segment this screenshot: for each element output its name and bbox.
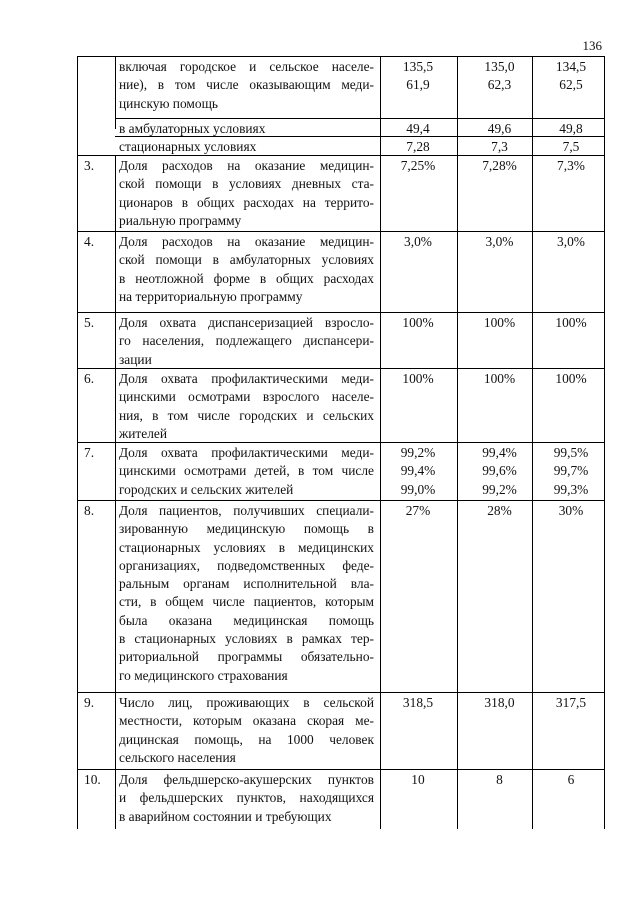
indicator-line: и фельдшерских пунктов, находящихся bbox=[119, 790, 374, 806]
indicator-text bbox=[119, 138, 374, 156]
row-number: 7. bbox=[84, 445, 95, 460]
value-line: 7,3 bbox=[491, 139, 508, 154]
indicator-line: включая городское и сельское населе- bbox=[119, 59, 374, 74]
indicator-line: риториальной программы обязательно- bbox=[119, 649, 374, 665]
indicator-line: Доля охвата профилактическими меди- bbox=[119, 371, 374, 386]
row-number: 9. bbox=[84, 695, 95, 710]
value-line: 99,7% bbox=[553, 463, 589, 479]
indicator-line: Число лиц, проживающих в сельской bbox=[119, 695, 374, 710]
value-line: 99,4% bbox=[482, 445, 517, 460]
value-year-2 bbox=[462, 771, 537, 789]
value-year-3 bbox=[538, 502, 604, 520]
row-number: 5. bbox=[84, 315, 95, 330]
value-year-2 bbox=[462, 314, 537, 332]
value-line: 49,6 bbox=[487, 121, 512, 136]
value-line: 100% bbox=[555, 371, 587, 386]
indicator-line: Доля охвата диспансеризацией взросло- bbox=[119, 315, 374, 330]
indicator-line: в амбулаторных условиях bbox=[119, 121, 266, 136]
row-divider bbox=[77, 769, 605, 770]
indicator-line: зации bbox=[119, 351, 152, 367]
row-divider bbox=[77, 500, 605, 501]
table-row bbox=[77, 694, 605, 769]
value-line: 28% bbox=[487, 503, 512, 518]
value-year-2 bbox=[462, 157, 537, 175]
value-year-1 bbox=[381, 502, 455, 520]
value-line: 7,25% bbox=[400, 158, 436, 173]
value-line: 27% bbox=[405, 503, 431, 518]
value-line: 99,6% bbox=[482, 463, 517, 479]
value-year-1 bbox=[381, 314, 455, 332]
value-line: 7,28% bbox=[482, 158, 517, 173]
row-number: 8. bbox=[84, 503, 95, 518]
table-row bbox=[77, 771, 605, 829]
indicator-line: цинскими осмотрами детей, в том числе bbox=[119, 463, 374, 479]
indicator-line: Доля расходов на оказание медицин- bbox=[119, 234, 374, 249]
row-number: 10. bbox=[84, 772, 101, 787]
value-line: 100% bbox=[555, 315, 587, 330]
value-year-3 bbox=[538, 138, 604, 156]
value-year-3 bbox=[538, 370, 604, 388]
value-year-1 bbox=[381, 120, 455, 138]
table-row bbox=[77, 444, 605, 500]
indicator-line: жителей bbox=[119, 425, 168, 441]
indicator-line: Доля охвата профилактическими меди- bbox=[119, 445, 374, 460]
value-line: 30% bbox=[558, 503, 584, 518]
indicator-line: ской помощи в условиях дневных ста- bbox=[119, 176, 374, 192]
value-year-3 bbox=[538, 771, 604, 789]
value-line: 10 bbox=[411, 772, 425, 787]
value-line: 8 bbox=[496, 772, 503, 787]
value-line: 317,5 bbox=[555, 695, 587, 710]
value-line: 99,4% bbox=[400, 463, 436, 479]
value-year-1 bbox=[381, 771, 455, 789]
indicator-line: цинскую помощь bbox=[119, 95, 218, 111]
value-line: 100% bbox=[483, 315, 516, 330]
table-top-border bbox=[77, 56, 605, 57]
table-row bbox=[77, 502, 605, 692]
table-row bbox=[77, 233, 605, 312]
value-line: 134,5 bbox=[555, 59, 587, 74]
indicator-line: организациях, подведомственных феде- bbox=[119, 557, 374, 573]
indicator-text bbox=[119, 314, 374, 369]
indicator-line: Доля пациентов, получивших специали- bbox=[119, 503, 374, 518]
value-line: 100% bbox=[483, 371, 516, 386]
value-line: 100% bbox=[402, 371, 434, 386]
indicator-line: ской помощи в амбулаторных условиях bbox=[119, 252, 374, 268]
value-year-3 bbox=[538, 694, 604, 712]
value-line: 62,5 bbox=[559, 77, 583, 93]
indicator-line: го населения, подлежащего диспансери- bbox=[119, 333, 374, 349]
value-line: 135,5 bbox=[402, 59, 434, 74]
indicator-line: ральным органам исполнительной вла- bbox=[119, 576, 374, 592]
value-year-2 bbox=[462, 120, 537, 138]
row-divider bbox=[77, 231, 605, 232]
value-line: 318,5 bbox=[402, 695, 434, 710]
value-year-3 bbox=[538, 233, 604, 251]
value-line: 3,0% bbox=[404, 234, 432, 249]
value-year-1 bbox=[381, 58, 455, 95]
value-line: 99,2% bbox=[400, 445, 436, 460]
value-line: 62,3 bbox=[487, 77, 512, 93]
indicator-line: местности, которым оказана скорая ме- bbox=[119, 713, 374, 729]
indicator-line: в аварийном состоянии и требующих bbox=[119, 808, 332, 824]
value-line: 3,0% bbox=[557, 234, 585, 249]
indicator-text bbox=[119, 233, 374, 306]
indicator-line: стационарных условиях в медицинских bbox=[119, 539, 374, 555]
indicator-line: Доля фельдшерско-акушерских пунктов bbox=[119, 772, 374, 787]
indicator-line: стационарных условиях bbox=[119, 139, 257, 154]
table-row bbox=[77, 314, 605, 368]
value-year-3 bbox=[538, 58, 604, 95]
indicator-line: ния, в том числе городских и сельских bbox=[119, 407, 374, 423]
value-year-2 bbox=[462, 58, 537, 95]
value-line: 99,0% bbox=[400, 481, 436, 497]
value-line: 99,3% bbox=[553, 481, 589, 497]
indicator-text bbox=[119, 58, 374, 113]
indicator-text bbox=[119, 157, 374, 230]
value-line: 49,8 bbox=[559, 121, 583, 136]
indicator-line: зированную медицинскую помощь в bbox=[119, 521, 374, 537]
indicator-text bbox=[119, 444, 374, 499]
value-line: 49,4 bbox=[406, 121, 430, 136]
indicator-text bbox=[119, 771, 374, 826]
value-year-2 bbox=[462, 444, 537, 499]
indicator-line: ционаров в общих расходах на террито- bbox=[119, 194, 374, 210]
value-line: 7,5 bbox=[562, 139, 580, 154]
indicator-line: дицинская помощь, на 1000 человек bbox=[119, 731, 374, 747]
value-year-2 bbox=[462, 694, 537, 712]
value-year-2 bbox=[462, 138, 537, 156]
page-number: 136 bbox=[582, 38, 602, 53]
value-year-3 bbox=[538, 314, 604, 332]
value-line: 6 bbox=[567, 772, 575, 787]
value-year-1 bbox=[381, 157, 455, 175]
value-year-2 bbox=[462, 233, 537, 251]
indicator-line: городских и сельских жителей bbox=[119, 481, 294, 497]
value-year-1 bbox=[381, 138, 455, 156]
indicator-text bbox=[119, 120, 374, 138]
value-year-1 bbox=[381, 370, 455, 388]
indicator-line: ние), в том числе оказывающим меди- bbox=[119, 77, 374, 93]
indicator-line: в неотложной форме в общих расходах bbox=[119, 270, 374, 286]
indicators-table bbox=[77, 56, 605, 829]
value-line: 99,2% bbox=[482, 481, 517, 497]
row-number: 4. bbox=[84, 234, 95, 249]
table-row bbox=[77, 120, 605, 136]
indicator-line: сельского населения bbox=[119, 749, 236, 765]
value-year-1 bbox=[381, 694, 455, 712]
indicator-line: риальную программу bbox=[119, 212, 242, 228]
value-year-2 bbox=[462, 370, 537, 388]
value-line: 99,5% bbox=[553, 445, 589, 460]
row-divider bbox=[77, 692, 605, 693]
value-year-3 bbox=[538, 120, 604, 138]
row-number: 6. bbox=[84, 371, 95, 386]
indicator-line: Доля расходов на оказание медицин- bbox=[119, 158, 374, 173]
subrow-divider bbox=[115, 118, 605, 119]
indicator-line: в стационарных условиях в рамках тер- bbox=[119, 631, 374, 647]
indicator-text bbox=[119, 370, 374, 443]
value-line: 100% bbox=[402, 315, 434, 330]
table-row bbox=[77, 138, 605, 155]
value-line: 3,0% bbox=[485, 234, 514, 249]
value-line: 135,0 bbox=[484, 59, 515, 74]
indicator-line: цинскими осмотрами взрослого населе- bbox=[119, 389, 374, 405]
row-number: 3. bbox=[84, 158, 95, 173]
value-line: 7,28 bbox=[406, 139, 430, 154]
indicator-text bbox=[119, 694, 374, 767]
value-year-3 bbox=[538, 157, 604, 175]
indicator-line: была оказана медицинская помощь bbox=[119, 612, 374, 628]
value-year-2 bbox=[462, 502, 537, 520]
value-line: 318,0 bbox=[484, 695, 515, 710]
value-year-3 bbox=[538, 444, 604, 499]
value-line: 61,9 bbox=[406, 77, 430, 93]
table-row bbox=[77, 370, 605, 442]
value-year-1 bbox=[381, 444, 455, 499]
row-divider bbox=[77, 312, 605, 313]
indicator-text bbox=[119, 502, 374, 685]
indicator-line: го медицинского страхования bbox=[119, 667, 288, 683]
indicator-line: на территориальную программу bbox=[119, 288, 303, 304]
indicator-line: сти, в общем числе пациентов, которым bbox=[119, 594, 374, 610]
value-line: 7,3% bbox=[557, 158, 585, 173]
table-row bbox=[77, 58, 605, 118]
table-row bbox=[77, 157, 605, 231]
value-year-1 bbox=[381, 233, 455, 251]
